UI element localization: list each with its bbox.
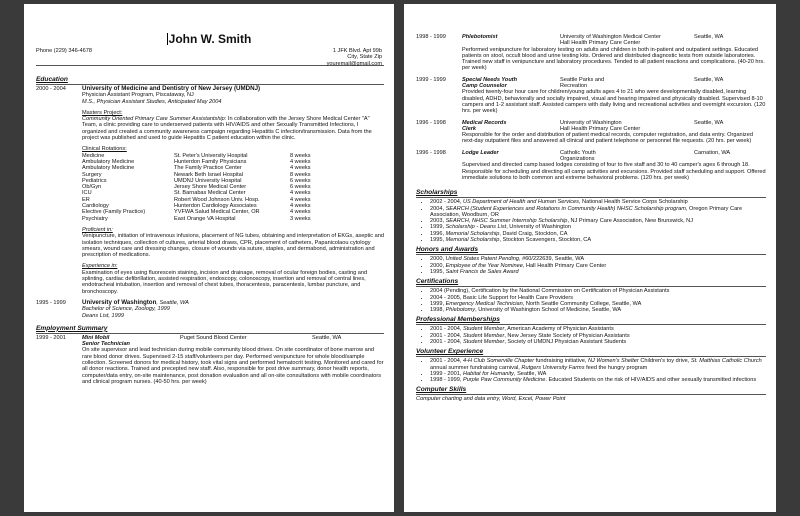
job-employer: Seattle Parks and bbox=[560, 76, 605, 83]
rotation-site: UMDNJ University Hospital bbox=[174, 177, 242, 184]
rotation-site: YVFWA Salud Medical Center, OR bbox=[174, 209, 260, 216]
divider bbox=[416, 254, 766, 255]
job-employer-line2: Hall Health Primary Care Center bbox=[560, 125, 641, 132]
rotation-field: Ambulatory Medicine bbox=[82, 165, 135, 172]
employment-entry bbox=[416, 77, 766, 115]
certifications-list bbox=[416, 288, 766, 313]
volunteer-list bbox=[416, 358, 766, 383]
employment-entry bbox=[416, 34, 766, 72]
section-scholarships-title: Scholarships bbox=[416, 189, 458, 197]
list-item: • 2004, SEARCH (Student Experiences and Rotations in Community Health) NHSC Scholarship program, Oregon Primary Care Association, Woodburn, OR bbox=[430, 206, 766, 219]
job-dates: 1996 - 1998 bbox=[416, 149, 446, 156]
job-employer-line2: Recreation bbox=[560, 83, 588, 90]
rotation-duration: 8 weeks bbox=[290, 171, 311, 178]
section-skills-title: Computer Skills bbox=[416, 386, 467, 394]
rotation-field: Pediatrics bbox=[82, 177, 107, 184]
address-line-1: 1 JFK Blvd. Apt 99b bbox=[332, 48, 382, 54]
experience-label: Experience in: bbox=[82, 263, 118, 270]
rotation-field: Surgery bbox=[82, 171, 102, 178]
job-location: Carnation, WA bbox=[694, 149, 731, 156]
memberships-list bbox=[416, 326, 766, 345]
section-employment-title: Employment Summary bbox=[36, 324, 108, 332]
rotation-field: Medicine bbox=[82, 152, 105, 159]
divider bbox=[36, 333, 384, 334]
job-subtitle: Clerk bbox=[462, 125, 476, 132]
rotation-duration: 8 weeks bbox=[290, 152, 311, 159]
rotation-field: Ob/Gyn bbox=[82, 184, 102, 191]
job-title: Special Needs Youth bbox=[462, 76, 518, 83]
job-title: Phlebotomist bbox=[462, 34, 498, 40]
job-dates: 1998 - 1999 bbox=[416, 34, 446, 40]
rotation-field: Ambulatory Medicine bbox=[82, 158, 135, 165]
resume-page-1 bbox=[24, 4, 394, 512]
rotation-duration: 3 weeks bbox=[290, 215, 311, 222]
rotation-site: The Family Practice Center bbox=[174, 165, 242, 172]
job-employer: University of Washington bbox=[560, 119, 622, 126]
list-item: • 2000, Employee of the Year Nominee, Hall Health Primary Care Center bbox=[430, 263, 766, 269]
employment-list bbox=[416, 34, 766, 186]
job-dates: 1999 - 1999 bbox=[416, 76, 446, 83]
divider bbox=[416, 324, 766, 325]
list-item: • 2000, United States Patent Pending, #60/222639, Seattle, WA bbox=[430, 256, 766, 262]
resume-name: John W. Smith bbox=[168, 32, 252, 46]
rotation-site: Robert Wood Johnson Univ. Hosp. bbox=[174, 196, 260, 203]
list-item: • 2004 - 2005, Basic Life Support for Health Care Providers bbox=[430, 295, 766, 301]
rotation-site: Newark Beth Israel Hospital bbox=[174, 171, 244, 178]
rotation-field: Elective (Family Practice) bbox=[82, 209, 146, 216]
list-item: • 2001 - 2004, Student Member, New Jersey State Society of Physician Assistants bbox=[430, 333, 766, 339]
job-location: Seattle, WA bbox=[694, 76, 724, 83]
list-item: • 2001 - 2004, Student Member, American Academy of Physician Assistants bbox=[430, 326, 766, 332]
rotation-site: St. Peter's University Hospital bbox=[174, 152, 248, 159]
rotation-duration: 4 weeks bbox=[290, 203, 311, 210]
rotation-duration: 6 weeks bbox=[290, 184, 311, 191]
job-employer-line2: Hall Health Primary Care Center bbox=[560, 40, 641, 47]
experience-text: Examination of eyes using fluorescein staining, incision and drainage, removal of ocular foreign bodies, casting and splinting, cardiac defibrillation, assisted respiration, endoscopy, colonoscopy, insertion and removal of central lines, endotracheal intubation, insertion and removal of chest tubes, thoracentesis, paracentesis, lumbar puncture, and bronchoscopy. bbox=[82, 269, 368, 295]
rotation-field: Cardiology bbox=[82, 203, 109, 210]
education-entry: 1995 - 1999 University of Washington, Seattle, WA Bachelor of Science, Zoology, 1999 Deans List, 1999 bbox=[36, 298, 189, 319]
job-title: Medical Records bbox=[462, 119, 507, 126]
rotation-field: ICU bbox=[82, 190, 92, 197]
employment-entry bbox=[416, 120, 766, 145]
section-honors-title: Honors and Awards bbox=[416, 246, 479, 254]
job-subtitle: Camp Counselor bbox=[462, 83, 507, 90]
job-location: Seattle, WA bbox=[694, 34, 724, 40]
rotation-field: Psychiatry bbox=[82, 215, 108, 222]
section-volunteer-title: Volunteer Experience bbox=[416, 348, 484, 356]
skills-text: Computer charting and data entry, Word, Excel, Power Point bbox=[416, 396, 566, 403]
scholarships-list bbox=[416, 199, 766, 243]
job-employer: University of Washington Medical Center bbox=[560, 34, 661, 40]
school-name: University of Washington bbox=[82, 298, 157, 306]
rotation-duration: 4 weeks bbox=[290, 158, 311, 165]
rotation-field: ER bbox=[82, 196, 90, 203]
list-item: • 1998 - 1999, Purple Paw Community Medicine. Educated Students on the risk of HIV/AIDS and other sexually transmitted infections bbox=[430, 377, 766, 383]
phone: Phone (229) 346-4678 bbox=[36, 48, 92, 54]
email: youremail@gmail.com bbox=[326, 60, 382, 67]
section-certifications-title: Certifications bbox=[416, 278, 459, 286]
section-education-title: Education bbox=[36, 76, 68, 83]
list-item: • 1999, Scholarship - Deans List, University of Washington bbox=[430, 224, 766, 230]
employment-entry: 1999 - 2001 Mini Mobil Puget Sound Blood Center Seattle, WA Senior Technician On site supervisor and lead technician during mobile community blood drives. On site coordinator of bone marrow and rare blood donor drives. Supervised 2-15 staff/volunteers per day. Performed venipuncture for whole blood/sample collection. Screened donors for medical history, took vital signs and performed hematocrit testing. Monitored and cared for all donor reactions. Trained and precepted new staff. Also, responsible for post drive summary, donor health reports, computer/data entry, on-site maintenance, post donation evaluation and all on-site consultations with mobile coordinators and clinical program nurses. (40-50 hrs. per week) bbox=[36, 334, 384, 385]
project-description: Community Oriented Primary Care Summer Assistantship: In collaboration with the Jersey Shore Medical Center "A" Team, a clinic providing care to underserved patients with HIV/AIDS and other Sexually Transmitted Infections, I organized and created a community awareness campaign regarding Hepatitis C infection/transmission. Data from the project was published and used to guide Hepatitis C patient education within the clinic. bbox=[82, 116, 372, 142]
divider bbox=[416, 394, 766, 395]
list-item: • 2003, SEARCH, NHSC Summer Internship Scholarship, NJ Primary Care Association, New Brunswick, NJ bbox=[430, 218, 766, 224]
program: Physician Assistant Program, Piscataway, NJ bbox=[82, 92, 194, 99]
honors-list bbox=[416, 256, 766, 275]
text-cursor bbox=[167, 33, 168, 45]
job-employer-line2: Organizations bbox=[560, 156, 595, 163]
school-name: University of Medicine and Dentistry of New Jersey (UMDNJ) bbox=[82, 85, 261, 92]
list-item: • 1999 - 2001, Habitat for Humanity, Seattle, WA bbox=[430, 371, 766, 377]
list-item: • 2002 - 2004, US Department of Health and Human Services, National Health Service Corps Scholarship bbox=[430, 199, 766, 205]
job-employer: Catholic Youth bbox=[560, 149, 596, 156]
job-location: Seattle, WA bbox=[694, 119, 724, 126]
divider bbox=[416, 286, 766, 287]
list-item: • 1998, Phlebotomy, University of Washington School of Medicine, Seattle, WA bbox=[430, 307, 766, 313]
job-title: Lodge Leader bbox=[462, 149, 499, 156]
rotations-label: Clinical Rotations: bbox=[82, 146, 127, 153]
list-item: • 1995, Memorial Scholarship, Stockton Scavengers, Stockton, CA bbox=[430, 237, 766, 243]
list-item: • 2001 - 2004, 4-H Club Somerville Chapter fundraising initiative, NJ Women's Shelter Children's toy drive, St. Matthias Catholic Church annual summer fundraising carnival, Rutgers University Farms feed the hungry program bbox=[430, 358, 766, 371]
job-description: Provided twenty-four hour care for children/young adults ages 4 to 21 who were developmentally disabled, learning disabled, ADHD, behaviorally and socially impaired, visual and hearing impaired and physically disabled. Supervised 8-10 campers and 1-2 assistant staff. Assisted campers with daily living and recreational activities and overnight excursion. (120 hrs. per week) bbox=[462, 89, 766, 115]
rotations-table bbox=[82, 153, 384, 222]
job-description: Responsible for the order and distribution of patient medical records, computer registration, and data entry. Organized next-day outpatient files and answered all clinical and patient telephone or personnel file requests. (20 hrs. per week) bbox=[462, 132, 753, 145]
rotation-duration: 4 weeks bbox=[290, 165, 311, 172]
rotation-site: Hunterdon Cardiology Associates bbox=[174, 203, 257, 210]
list-item: • 2004 (Pending), Certification by the National Commission on Certification of Physician Assistants bbox=[430, 288, 766, 294]
divider bbox=[416, 197, 766, 198]
list-item: • 2001 - 2004, Student Member, Society of UMDNJ Physician Assistant Students bbox=[430, 339, 766, 345]
address-line-2: City, State Zip bbox=[347, 54, 382, 61]
project-label: Masters Project: bbox=[82, 109, 123, 116]
education-entry: 2000 - 2004 University of Medicine and Dentistry of New Jersey (UMDNJ) Physician Assistant Program, Piscataway, NJ M.S., Physician Assistant Studies, Anticipated May 2004 Masters Project: Community Oriented Primary Care Summer Assistantship: In collaboration with the Jersey Shore Medical Center "A" Team, a clinic providing care to underserved patients with HIV/AIDS and other Sexually Transmitted Infections, I organized and created a community awareness campaign regarding Hepatitis C infection/transmission. Data from the project was published and used to guide Hepatitis C patient education within the clinic. Clinical Rotations: Medicine St. Peter's University Hospital 8 weeks Ambulatory Medicine Hunterdon Family Physicians 4 weeks Ambulatory Medicine The Family Practice Center 4 weeks Surgery Newark Beth Israel Hospital 8 weeks Pediatrics UMDNJ University Hospital 6 weeks Ob/Gyn Jersey Shore Medical Center 6 weeks ICU St. Barnabas Medical Center 4 weeks ER Robert Wood Johnson Univ. Hosp. 4 weeks Cardiology Hunterdon Cardiology Associates 4 weeks Elective (Family Practice) YVFWA Salud Medical Center, OR 4 weeks Psychiatry East Orange VA Hospital 3 weeks Proficient in: Venipuncture, initiation of intravenous infusions, placement of NG tubes, obtaining and interpretation of EKGs, aseptic and isolation techniques, collection of cultures, arterial blood draws, CPR, placement of catheters, Papanicolaou cytology smears, wound care and dressing changes, closure of wounds via suture, staples, and dermabond, administration and prescription of medications. Experience in: Examination of eyes using fluorescein staining, incision and drainage, removal of ocular foreign bodies, casting and splinting, cardiac defibrillation, assisted respiration, endoscopy, colonoscopy, insertion and removal of central lines, endotracheal intubation, insertion and removal of chest tubes, thoracentesis, paracentesis, lumbar puncture, and bronchoscopy. bbox=[36, 85, 384, 295]
list-item: • 1996, Memorial Scholarship, David Craig, Stockton, CA bbox=[430, 231, 766, 237]
rotation-duration: 4 weeks bbox=[290, 196, 311, 203]
address-block bbox=[327, 48, 382, 67]
rotation-site: East Orange VA Hospital bbox=[174, 215, 236, 222]
rotation-site: Hunterdon Family Physicians bbox=[174, 158, 247, 165]
rotation-duration: 4 weeks bbox=[290, 190, 311, 197]
employment-entry bbox=[416, 150, 766, 181]
rotation-duration: 4 weeks bbox=[290, 209, 311, 216]
rotation-site: Jersey Shore Medical Center bbox=[174, 184, 247, 191]
divider bbox=[416, 356, 766, 357]
list-item: • 1995, Saint Francis de Sales Award bbox=[430, 269, 766, 275]
proficient-text: Venipuncture, initiation of intravenous infusions, placement of NG tubes, obtaining and interpretation of EKGs, aseptic and isolation techniques, collection of cultures, arterial blood draws, CPR, placement of catheters, Papanicolaou cytology smears, wound care and dressing changes, closure of wounds via suture, staples, and dermabond, administration and prescription of medications. bbox=[82, 233, 384, 259]
job-description: Performed venipuncture for laboratory testing on adults and children in both in-patient and outpatient settings. Educated patients on stool, occult blood and urine testing kits. Ordered and distributed diagnostic tests from outside laboratories. Trained new staff in venipuncture and laboratory procedures. Tended to all patient reactions and complications. (40-20 hrs. per week) bbox=[462, 46, 765, 72]
resume-page-2 bbox=[404, 4, 776, 512]
degree: M.S., Physician Assistant Studies, Anticipated May 2004 bbox=[82, 98, 222, 105]
section-memberships-title: Professional Memberships bbox=[416, 316, 500, 324]
job-dates: 1996 - 1998 bbox=[416, 119, 446, 126]
proficient-label: Proficient in: bbox=[82, 226, 113, 233]
rotation-site: St. Barnabas Medical Center bbox=[174, 190, 246, 197]
list-item: • 1999, Emergency Medical Technician, North Seattle Community College, Seattle, WA bbox=[430, 301, 766, 307]
job-description: Supervised and directed camp based lodges consisting of four to five staff and 30 to 40 camper's ages 6 through 18. Responsible for scheduling and directing all camp activities and excursions. Provided staff scheduling and support. Offered immediate solutions to both common and extreme behavioral problems. (120 hrs. per week) bbox=[462, 162, 766, 181]
rotation-duration: 6 weeks bbox=[290, 177, 311, 184]
